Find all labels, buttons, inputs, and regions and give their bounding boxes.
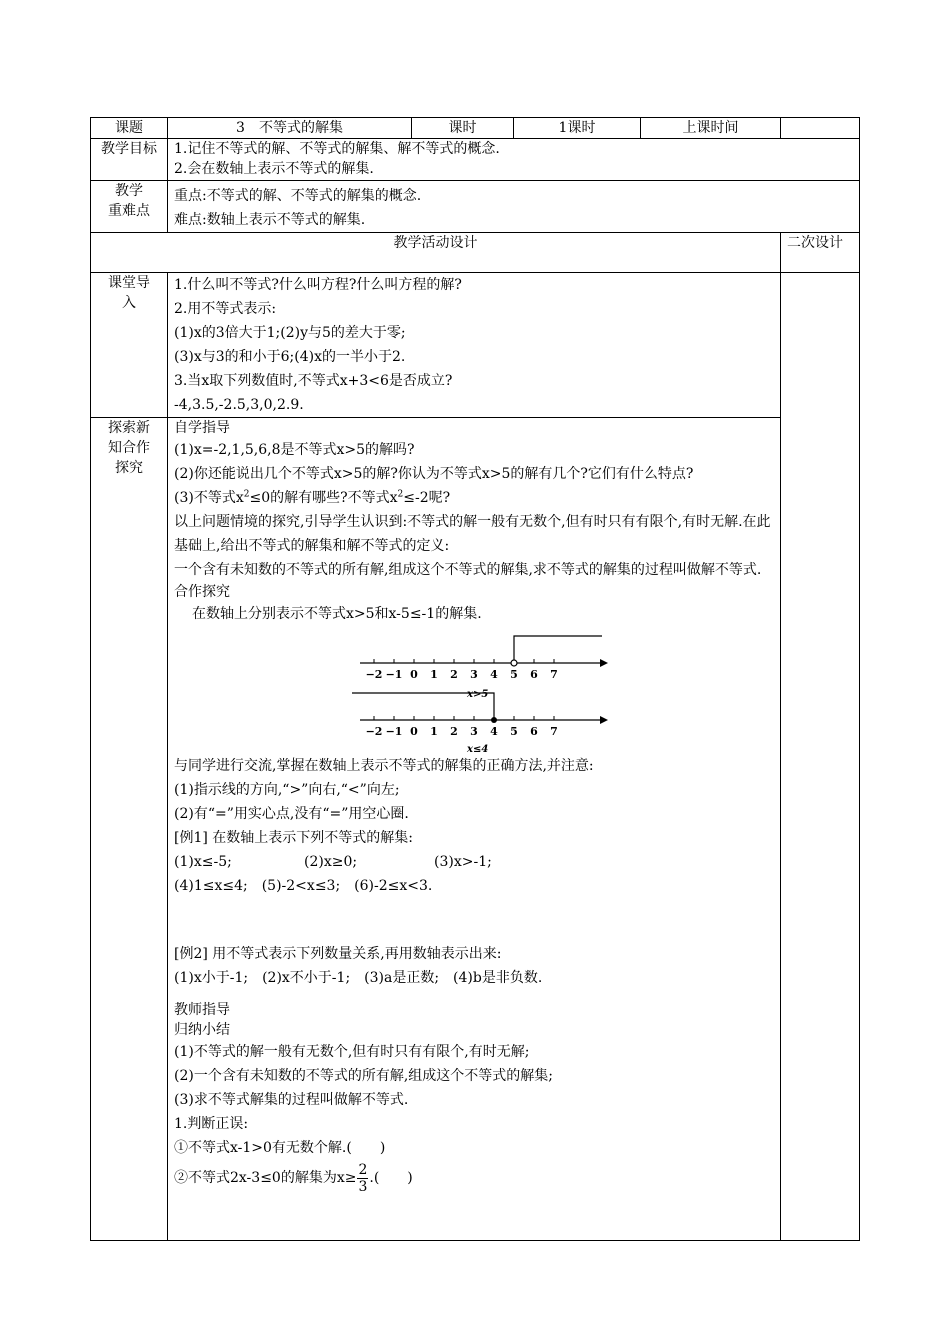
axis-tick-label: 0 — [410, 668, 418, 681]
axis-tick-label: 2 — [450, 668, 458, 681]
arrow-head-icon — [600, 716, 608, 724]
topic-value: 3 不等式的解集 — [168, 118, 412, 139]
keypoint-line: 重点:不等式的解、不等式的解集的概念. — [174, 188, 422, 204]
explore-content: 自学指导 (1)x=-2,1,5,6,8是不等式x>5的解吗? (2)你还能说出几个不等式x>5的解?你认为不等式x>5的解有几个?它们有什么特点? (3)不等式$x^2\le 0$的解有哪些?不等式$x^2\le-2$呢? 以上问题情境的探究,引导学生认识到:不等式的解一般有无数个,但有时只有有限个,有时无解.在此基础上,给出不等式的解集和解不等式的定义: 一个含有未知数的不等式的所有解,组成这个不等式的解集,求不等式的解集的过程叫做解不等式. 合作探究 在数轴上分别表示不等式x>5和x-5≤-1的解集. −2 −1 0 1 2 3 4 5 6 7 x>5 −2 −1 0 1 2 3 4 5 6 7 x≤4 与同学进行交流,掌握在数轴上表示不等式的解集的正确方法,并注意: (1)指示线的方向,“>”向右,“<”向左; (2)有“=”用实心点,没有“=”用空心圈. [例1] 在数轴上表示下列不等式的解集: (1)x≤-5; (2)x≥0; (3)x>-1; (4)1≤x≤4; (5)-2<x≤3; (6)-2≤x<3. [例2] 用不等式表示下列数量关系,再用数轴表示出来: (1)x小于-1; (2)x不小于-1; (3)a是正数; (4)b是非负数. 教师指导 归纳小结 (1)不等式的解一般有无数个,但有时只有有限个,有时无解; (2)一个含有未知数的不等式的所有解,组成这个不等式的解集; (3)求不等式解集的过程叫做解不等式. 1.判断正误: ①不等式x-1>0有无数个解.( ) ②不等式2x-3≤0的解集为x≥ $\frac{2}{3}$ .( ) — [168, 418, 781, 1241]
axis1-label: x>5 — [467, 689, 489, 700]
time-value — [781, 118, 860, 139]
keypoint-line: 难点:数轴上表示不等式的解集. — [174, 212, 366, 228]
definition: 一个含有未知数的不等式的所有解,组成这个不等式的解集,求不等式的解集的过程叫做解不等式. — [174, 562, 762, 578]
goals-label: 教学目标 — [91, 139, 168, 181]
goal-line: 2.会在数轴上表示不等式的解集. — [174, 161, 374, 177]
open-circle-icon — [511, 660, 517, 666]
example-1-title: [例1] 在数轴上表示下列不等式的解集: — [174, 830, 413, 846]
axis-tick-label: 0 — [410, 725, 418, 738]
lesson-plan-table — [90, 117, 860, 1241]
coop-heading: 合作探究 — [174, 584, 230, 600]
axis2-label: x≤4 — [467, 744, 489, 754]
time-label: 上课时间 — [641, 118, 781, 139]
axis-tick-label: 3 — [470, 725, 478, 738]
topic-label: 课题 — [91, 118, 168, 139]
solution-indicator — [514, 636, 602, 663]
number-line-1 — [360, 636, 608, 700]
axis-tick-label: 5 — [510, 725, 518, 738]
self-study-heading: 自学指导 — [174, 420, 230, 436]
summary-heading: 归纳小结 — [174, 1022, 230, 1038]
keypoints-label: 教学 重难点 — [91, 181, 168, 233]
question-3: (3)不等式$x^2\le 0$的解有哪些?不等式$x^2\le-2$呢? — [174, 489, 451, 506]
design-title: 教学活动设计 — [91, 233, 781, 273]
arrow-head-icon — [600, 659, 608, 667]
axis-tick-label: 6 — [530, 725, 538, 738]
judge-2: ②不等式2x-3≤0的解集为x≥ $\frac{2}{3}$ .( ) — [174, 1161, 413, 1195]
axis-tick-label: 5 — [510, 668, 518, 681]
axis-tick-label: 4 — [490, 725, 498, 738]
axis-tick-label: 7 — [550, 725, 558, 738]
axis-tick-label: −1 — [385, 668, 403, 681]
fraction: $\frac{2}{3}$ — [358, 1161, 368, 1195]
axis-tick-label: 6 — [530, 668, 538, 681]
goals-row — [91, 139, 860, 181]
intro-content: 1.什么叫不等式?什么叫方程?什么叫方程的解? 2.用不等式表示: (1)x的3倍大于1;(2)y与5的差大于零; (3)x与3的和小于6;(4)x的一半小于2. 3.当x取下列数值时,不等式x+3<6是否成立? -4,3.5,-2.5,3,0,2.9. — [168, 273, 781, 418]
number-line-figure — [352, 626, 792, 754]
header-row — [91, 118, 860, 139]
explore-label: 探索新知合作探究 — [91, 418, 168, 1241]
example-2-title: [例2] 用不等式表示下列数量关系,再用数轴表示出来: — [174, 946, 502, 962]
axis-tick-label: 2 — [450, 725, 458, 738]
intro-row — [91, 273, 860, 418]
second-design-label: 二次设计 — [781, 233, 860, 273]
second-design-column — [781, 273, 860, 1241]
period-value: 1课时 — [514, 118, 641, 139]
axis-tick-label: 1 — [430, 668, 438, 681]
explore-row — [91, 418, 860, 1241]
keypoints-row — [91, 181, 860, 233]
intro-label: 课堂导入 — [91, 273, 168, 418]
axis-tick-label: 1 — [430, 725, 438, 738]
design-row — [91, 233, 860, 273]
axis-tick-label: 4 — [490, 668, 498, 681]
axis-tick-label: −2 — [365, 668, 383, 681]
goal-line: 1.记住不等式的解、不等式的解集、解不等式的概念. — [174, 141, 500, 157]
example-1-items: (1)x≤-5; (2)x≥0; (3)x>-1; — [174, 854, 492, 870]
axis-tick-label: 3 — [470, 668, 478, 681]
period-label: 课时 — [412, 118, 514, 139]
axis-tick-label: −1 — [385, 725, 403, 738]
number-line-2 — [352, 693, 608, 754]
teacher-heading: 教师指导 — [174, 1002, 230, 1018]
goals-content — [168, 139, 860, 181]
keypoints-content — [168, 181, 860, 233]
solid-dot-icon — [491, 717, 497, 723]
axis-tick-label: −2 — [365, 725, 383, 738]
axis-tick-label: 7 — [550, 668, 558, 681]
